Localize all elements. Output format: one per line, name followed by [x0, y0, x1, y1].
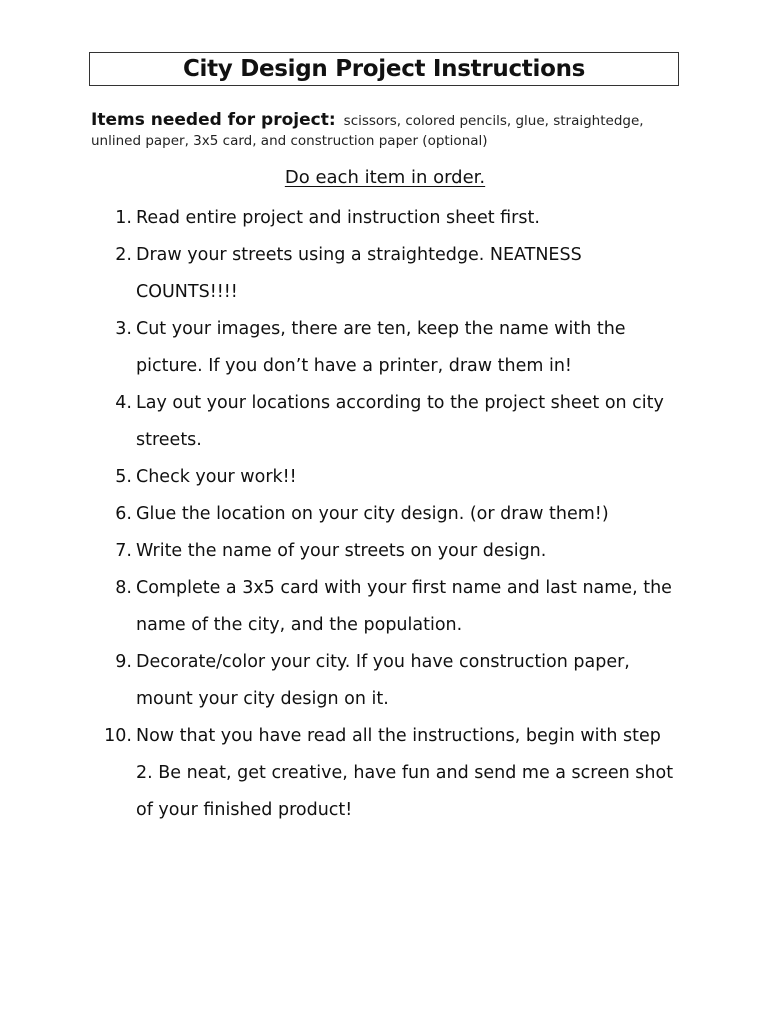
- step-item: [0, 200, 676, 237]
- step-item: [0, 570, 676, 644]
- step-number: 5.: [115, 467, 132, 487]
- title-box: [89, 52, 679, 86]
- step-number: 8.: [115, 578, 132, 598]
- step-text: Now that you have read all the instructions, begin with step 2. Be neat, get creative, have fun and send me a screen shot of your finished product!: [136, 726, 674, 820]
- step-text: Glue the location on your city design. (or draw them!): [136, 504, 609, 524]
- step-text: Lay out your locations according to the project sheet on city streets.: [136, 393, 664, 450]
- step-text: Complete a 3x5 card with your first name and last name, the name of the city, and the population.: [136, 578, 672, 635]
- step-number: 4.: [115, 393, 132, 413]
- step-text: Draw your streets using a straightedge. NEATNESS COUNTS!!!!: [136, 245, 582, 302]
- step-number: 3.: [115, 319, 132, 339]
- step-number: 7.: [115, 541, 132, 561]
- step-number: 9.: [115, 652, 132, 672]
- step-item: [0, 459, 676, 496]
- page-title: City Design Project Instructions: [182, 55, 586, 82]
- step-number: 1.: [115, 208, 132, 228]
- step-text: Read entire project and instruction sheet first.: [136, 208, 540, 228]
- step-text: Cut your images, there are ten, keep the name with the picture. If you don’t have a printer, draw them in!: [136, 319, 626, 376]
- step-text: Write the name of your streets on your design.: [136, 541, 547, 561]
- step-number: 10.: [104, 726, 132, 746]
- step-item: [0, 385, 676, 459]
- step-text: Check your work!!: [136, 467, 297, 487]
- step-item: [0, 644, 676, 718]
- steps-list: [0, 200, 770, 829]
- step-item: [0, 237, 676, 311]
- step-text: Decorate/color your city. If you have construction paper, mount your city design on it.: [136, 652, 630, 709]
- items-needed-label: Items needed for project:: [91, 110, 336, 130]
- items-needed-text: scissors, colored pencils, glue, straightedge, unlined paper, 3x5 card, and construction paper (optional): [91, 113, 644, 149]
- step-item: [0, 718, 676, 829]
- step-item: [0, 311, 676, 385]
- step-number: 6.: [115, 504, 132, 524]
- step-item: [0, 533, 676, 570]
- step-number: 2.: [115, 245, 132, 265]
- step-item: [0, 496, 676, 533]
- subheading: Do each item in order.: [284, 167, 486, 188]
- items-needed: [91, 110, 681, 151]
